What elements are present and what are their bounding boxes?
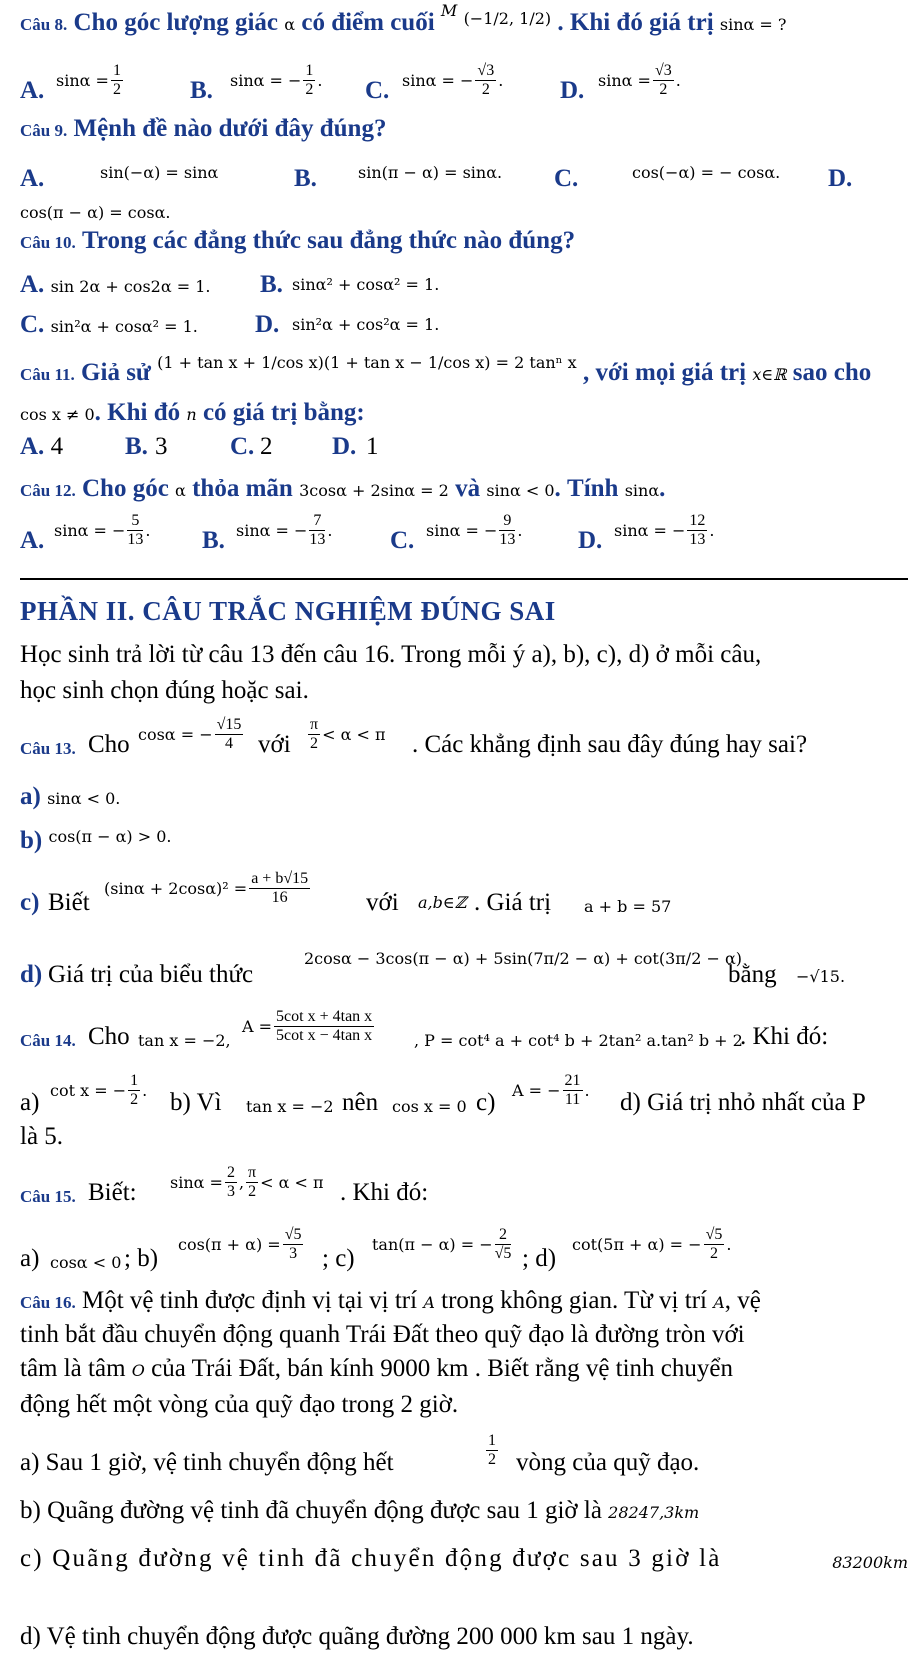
q11-condition: x∈ℝ — [752, 365, 787, 384]
q8-opt-d-math: sinα = — [598, 71, 651, 91]
q12-text4: . Tính — [554, 475, 619, 502]
q12-opt-a-den: 13 — [127, 531, 144, 548]
q8-opt-b-den: 2 — [305, 81, 314, 98]
q13-text2: với — [258, 731, 291, 758]
q11-opt-a-value: 4 — [50, 433, 64, 460]
q13-d-expression: 2cosα − 3cos(π − α) + 5sin(7π/2 − α) + cot(3π/2 − α) — [304, 949, 742, 968]
q11-opt-d-value: 1 — [366, 433, 379, 460]
q8-opt-a-math: sinα = — [56, 71, 109, 91]
part2-intro1: Học sinh trả lời từ câu 13 đến câu 16. Trong mỗi ý a), b), c), d) ở mỗi câu, — [20, 641, 762, 668]
q12-opt-a-math: sinα = − — [54, 521, 126, 541]
q13-b — [20, 826, 172, 858]
q11-opt-c-value: 2 — [260, 433, 273, 460]
q9-line — [20, 114, 386, 146]
q13-d-text2: bằng — [728, 961, 777, 988]
q15-number: Câu 15. — [20, 1187, 76, 1206]
q12-opt-d-label[interactable]: D. — [578, 527, 603, 554]
q12-opt-d-num: 12 — [689, 512, 706, 529]
q10-options-1 — [20, 270, 440, 302]
q13-d-label[interactable]: d) — [20, 961, 43, 988]
q14-tan: tan x = −2, — [138, 1031, 231, 1050]
q13-number: Câu 13. — [20, 739, 76, 758]
q10-opt-a-label[interactable]: A. — [20, 271, 45, 298]
q14-a-label[interactable]: a) — [20, 1089, 40, 1116]
q9-opt-b-label[interactable]: B. — [294, 165, 317, 192]
q8-opt-b-num: 1 — [305, 62, 314, 79]
q11-text1: Giả sử — [81, 359, 151, 386]
q15-sin-math: sinα = — [170, 1173, 223, 1193]
part2-intro2: học sinh chọn đúng hoặc sai. — [20, 677, 309, 704]
q9-text: Mệnh đề nào dưới đây đúng? — [73, 115, 387, 142]
part2-intro-line1 — [20, 640, 761, 670]
q15-c-den: √5 — [494, 1245, 512, 1262]
q13-range-post: < α < π — [322, 725, 386, 745]
q9-opt-d-line — [20, 196, 170, 228]
q11-text3: sao cho — [792, 359, 872, 386]
q16-a-den: 2 — [488, 1451, 496, 1468]
q16-b-value: 28247,3km — [608, 1503, 700, 1522]
q15-d-label[interactable]: ; d) — [522, 1245, 557, 1272]
q12-text2: thỏa mãn — [192, 475, 293, 502]
q16-a-num: 1 — [488, 1432, 496, 1449]
q15-d-num: √5 — [705, 1226, 723, 1243]
q16-line1 — [20, 1286, 761, 1318]
q8-line — [20, 1, 787, 40]
q16-a-text: a) Sau 1 giờ, vệ tinh chuyển động hết — [20, 1449, 394, 1476]
q8-number: Câu 8. — [20, 15, 68, 34]
q11-condition2: cos x ≠ 0 — [20, 405, 95, 424]
q16-d — [20, 1622, 694, 1652]
q15-range-num: π — [248, 1164, 257, 1181]
q14-text2: . Khi đó: — [740, 1023, 829, 1050]
q11-opt-a-label[interactable]: A. — [20, 433, 45, 460]
q13-a-math: sinα < 0. — [47, 789, 121, 808]
q12-opt-b-math: sinα = − — [236, 521, 308, 541]
q16-line3 — [20, 1354, 733, 1386]
q16-point-o: O — [131, 1361, 145, 1380]
q8-point: M — [440, 1, 458, 20]
q12-opt-c-den: 13 — [499, 531, 516, 548]
q15-b-label[interactable]: ; b) — [124, 1245, 159, 1272]
q10-opt-d-label[interactable]: D. — [255, 311, 280, 338]
q9-opt-c-label[interactable]: C. — [554, 165, 579, 192]
q15-a-math: cosα < 0 — [50, 1253, 122, 1272]
q13-text1: Cho — [88, 731, 130, 758]
q14-p-expr: , P = cot⁴ a + cot⁴ b + 2tan² a.tan² b + 2 — [414, 1031, 743, 1050]
q15-b-num: √5 — [284, 1226, 302, 1243]
q8-opt-a-den: 2 — [112, 81, 121, 98]
q13-c-value: a + b = 57 — [584, 897, 672, 916]
q13-c-den: 16 — [271, 889, 288, 906]
q12-opt-c-num: 9 — [499, 512, 515, 531]
q12-text3: và — [455, 475, 481, 502]
q10-options-2 — [20, 310, 440, 342]
q14-b-cond2: cos x = 0 — [392, 1097, 467, 1116]
q13-cos-num: √15 — [216, 716, 242, 733]
q8-text2: có điểm cuối — [301, 9, 435, 36]
q13-c-text3: . Giá trị — [474, 889, 552, 916]
q15-sin-num: 2 — [226, 1164, 235, 1181]
q13-c-num: a + b√15 — [251, 870, 309, 887]
q11-n: n — [186, 405, 197, 424]
q11-line2 — [20, 398, 365, 430]
q13-d-value: −√15. — [796, 967, 846, 986]
q11-number: Câu 11. — [20, 365, 75, 384]
q8-text3: . Khi đó giá trị — [557, 9, 714, 36]
q16-c-text: c) Quãng đường vệ tinh đã chuyển động được sau 3 giờ là — [20, 1545, 722, 1572]
q8-alpha: α — [284, 15, 296, 34]
q8-opt-d-post: . — [675, 71, 681, 91]
q12-opt-c-math: sinα = − — [426, 521, 498, 541]
q8-opt-b-post: . — [317, 71, 323, 91]
q8-opt-c-den: 2 — [481, 81, 490, 98]
q8-opt-c-math: sinα = − — [402, 71, 474, 91]
q16-text4: động hết một vòng của quỹ đạo trong 2 giờ. — [20, 1391, 459, 1418]
q8-opt-d-num: √3 — [654, 62, 672, 79]
q13-c-cond: a,b∈ℤ — [418, 893, 467, 912]
q14-a-math: cot x = − — [50, 1081, 127, 1101]
q9-options — [20, 164, 908, 194]
q15-range-den: 2 — [248, 1183, 257, 1200]
q15-sep: , — [238, 1173, 245, 1193]
q14-b-label[interactable]: b) Vì — [170, 1089, 222, 1116]
q9-number: Câu 9. — [20, 121, 68, 140]
q11-text5: có giá trị bằng: — [202, 399, 365, 426]
part2-title: PHẦN II. CÂU TRẮC NGHIỆM ĐÚNG SAI — [20, 596, 556, 626]
q8-opt-c-label[interactable]: C. — [365, 77, 390, 104]
q13-c-label[interactable]: c) — [20, 889, 40, 916]
q10-opt-a-math: sin 2α + cos2α = 1. — [50, 277, 211, 296]
q9-opt-b-math: sin(π − α) = sinα. — [358, 163, 503, 182]
q13-a-label[interactable]: a) — [20, 783, 41, 810]
q14-a-expr: A = — [242, 1017, 273, 1037]
q9-opt-d-math: cos(π − α) = cosα. — [20, 203, 171, 222]
q15-sin-den: 3 — [226, 1183, 235, 1200]
q16-line2 — [20, 1320, 745, 1350]
q9-opt-a-math: sin(−α) = sinα — [100, 163, 219, 182]
q12-opt-a-num: 5 — [127, 512, 143, 531]
q10-text: Trong các đẳng thức sau đẳng thức nào đúng? — [81, 227, 576, 254]
q12-opt-a-label[interactable]: A. — [20, 527, 45, 554]
q16-b — [20, 1496, 699, 1528]
q13-cos-den: 4 — [224, 735, 233, 752]
q13-d-text1: Giá trị của biểu thức — [48, 961, 254, 988]
q16-point-a2: A — [713, 1293, 725, 1312]
q12-opt-d-den: 13 — [689, 531, 706, 548]
q11-text2: , với mọi giá trị — [582, 359, 747, 386]
q8-coords: (−1/2, 1/2) — [463, 9, 552, 28]
q13-a — [20, 782, 120, 814]
q14-c-num: 21 — [564, 1072, 581, 1089]
q15-text1: Biết: — [88, 1179, 137, 1206]
q10-opt-c-label[interactable]: C. — [20, 311, 45, 338]
q16-a-text2: vòng của quỹ đạo. — [516, 1449, 700, 1476]
q12-opt-b-label[interactable]: B. — [202, 527, 225, 554]
q12-condition: sinα < 0 — [486, 481, 555, 500]
q14-b-text: nên — [342, 1089, 379, 1116]
q10-number: Câu 10. — [20, 233, 76, 252]
q13-c-lhs: (sinα + 2cosα)² = — [104, 879, 248, 899]
q8-opt-b-label[interactable]: B. — [190, 77, 213, 104]
q8-opt-d-den: 2 — [659, 81, 668, 98]
q16-text2: tinh bắt đầu chuyển động quanh Trái Đất theo quỹ đạo là đường tròn với — [20, 1321, 745, 1348]
q11-line — [20, 353, 872, 390]
q9-opt-a-label[interactable]: A. — [20, 165, 45, 192]
q12-line: Câu 12. Cho góc α thỏa mãn 3cosα + 2sinα = 2 và sinα < 0. Tính sinα. — [20, 475, 666, 502]
q8-text: Cho góc lượng giác — [73, 9, 279, 36]
q9-opt-d-label[interactable]: D. — [828, 165, 853, 192]
q14-text1: Cho — [88, 1023, 130, 1050]
q13-c-text1: Biết — [48, 889, 90, 916]
q13-b-label[interactable]: b) — [20, 827, 43, 854]
q16-text1b: trong không gian. Từ vị trí — [441, 1287, 707, 1314]
q16-b-text: b) Quãng đường vệ tinh đã chuyển động được sau 1 giờ là — [20, 1497, 602, 1524]
q9-opt-c-math: cos(−α) = − cosα. — [632, 163, 781, 182]
q16-point-a: A — [423, 1293, 435, 1312]
section-divider — [20, 578, 908, 580]
q12-text1: Cho góc — [81, 475, 169, 502]
q16-text1c: , vệ — [724, 1287, 761, 1314]
q11-text4: . Khi đó — [94, 399, 181, 426]
q8-opt-a-num: 1 — [112, 62, 121, 79]
q10-opt-c-math: sin²α + cosα² = 1. — [50, 317, 198, 336]
q8-ask: sinα = ? — [719, 15, 787, 34]
q16-text3a: tâm là tâm — [20, 1355, 126, 1382]
q14-c-math: A = − — [512, 1081, 561, 1101]
q12-number: Câu 12. — [20, 481, 76, 500]
q15-d-math: cot(5π + α) = − — [572, 1235, 702, 1255]
q13-text3: . Các khẳng định sau đây đúng hay sai? — [412, 731, 808, 758]
q13-range-num: π — [310, 716, 319, 733]
q12-opt-b-den: 13 — [309, 531, 326, 548]
q8-opt-c-post: . — [498, 71, 504, 91]
part2-title-line — [20, 596, 556, 628]
q11-expression: (1 + tan x + 1/cos x)(1 + tan x − 1/cos x) = 2 tanⁿ x — [157, 353, 577, 372]
q12-alpha: α — [175, 481, 186, 500]
q14-a-den: 5cot x − 4tan x — [276, 1027, 373, 1044]
q11-opt-b-value: 3 — [155, 433, 168, 460]
q16-d-text: d) Vệ tinh chuyển động được quãng đường 200 000 km sau 1 ngày. — [20, 1623, 694, 1650]
q10-opt-b-label[interactable]: B. — [260, 271, 283, 298]
q16-c-value: 83200km — [832, 1553, 908, 1572]
q15-c-label[interactable]: ; c) — [322, 1245, 355, 1272]
q11-opt-d-label[interactable]: D. — [332, 433, 357, 460]
q16-c — [20, 1544, 908, 1574]
q10-opt-d-math: sin²α + cos²α = 1. — [292, 315, 440, 334]
q12-opt-b-num: 7 — [309, 512, 325, 531]
q14-d-line — [20, 1122, 63, 1152]
q8-opt-c-num: √3 — [477, 62, 495, 79]
q16-line4 — [20, 1390, 458, 1420]
q11-opt-c-label[interactable]: C. — [230, 433, 255, 460]
q14-b-cond1: tan x = −2 — [246, 1097, 334, 1116]
q16-text1a: Một vệ tinh được định vị tại vị trí — [81, 1287, 418, 1314]
q15-b-math: cos(π + α) = — [178, 1235, 281, 1255]
q16-number: Câu 16. — [20, 1293, 76, 1312]
q14-c-den: 11 — [564, 1091, 581, 1108]
q12-opt-c-label[interactable]: C. — [390, 527, 415, 554]
q13-range-den: 2 — [310, 735, 319, 752]
q13-b-math: cos(π − α) > 0. — [48, 827, 172, 846]
q11-options — [20, 432, 379, 462]
q16-text3b: của Trái Đất, bán kính 9000 km . Biết rằng vệ tinh chuyển — [151, 1355, 734, 1382]
part2-intro-line2 — [20, 676, 309, 706]
q15-c-num: 2 — [495, 1226, 512, 1245]
q11-opt-b-label[interactable]: B. — [125, 433, 148, 460]
q15-c-math: tan(π − α) = − — [372, 1235, 493, 1255]
q14-number: Câu 14. — [20, 1031, 76, 1050]
q14-d-label[interactable]: d) Giá trị nhỏ nhất của P — [620, 1089, 866, 1116]
q14-c-label[interactable]: c) — [476, 1089, 496, 1116]
q15-range-post: < α < π — [260, 1173, 324, 1193]
q15-text2: . Khi đó: — [340, 1179, 429, 1206]
q14-a-num: 5cot x + 4tan x — [276, 1008, 373, 1025]
q12-equation: 3cosα + 2sinα = 2 — [299, 481, 449, 500]
q15-d-den: 2 — [709, 1245, 718, 1262]
q12-opt-d-math: sinα = − — [614, 521, 686, 541]
q13-c-text2: với — [366, 889, 399, 916]
q10-opt-b-math: sinα² + cosα² = 1. — [292, 275, 440, 294]
q8-opt-d-label[interactable]: D. — [560, 77, 585, 104]
q15-a-label[interactable]: a) — [20, 1245, 40, 1272]
q10-line — [20, 226, 575, 258]
q15-b-den: 3 — [289, 1245, 298, 1262]
q14-d-text2: là 5. — [20, 1123, 64, 1150]
q8-opt-b-math: sinα = − — [230, 71, 302, 91]
q8-opt-a-label[interactable]: A. — [20, 77, 45, 104]
q13-cos-math: cosα = − — [138, 725, 213, 745]
q14-a-fden: 2 — [130, 1091, 139, 1108]
q14-a-fnum: 1 — [130, 1072, 139, 1089]
q12-ask: sinα — [624, 481, 660, 500]
